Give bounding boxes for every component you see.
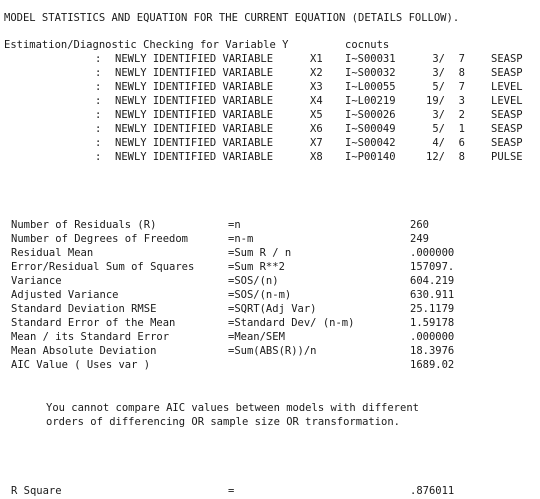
variable-lag: 8	[458, 67, 465, 79]
stat-value: 260	[410, 219, 429, 231]
variable-type: SEASP	[491, 109, 523, 121]
stat-value: 630.911	[410, 289, 455, 301]
stat-value: 1689.02	[410, 359, 455, 371]
variable-code: I~L00219	[345, 95, 396, 107]
stat-label: Error/Residual Sum of Squares	[11, 261, 195, 273]
variable-type: LEVEL	[491, 95, 523, 107]
variable-type: SEASP	[491, 137, 523, 149]
variable-type: SEASP	[491, 123, 523, 135]
variable-description: NEWLY IDENTIFIED VARIABLE	[115, 95, 274, 107]
variable-id: X7	[310, 137, 323, 149]
aic-note-line-2: orders of differencing OR sample size OR transformation.	[46, 416, 401, 428]
variable-lag: 7	[458, 81, 465, 93]
variable-separator: :	[95, 151, 102, 163]
variable-lag: 7	[458, 53, 465, 65]
variable-id: X8	[310, 151, 323, 163]
stat-label: Standard Error of the Mean	[11, 317, 176, 329]
stat-value: .000000	[410, 247, 455, 259]
variable-lag: 8	[458, 151, 465, 163]
stat-label: Adjusted Variance	[11, 289, 119, 301]
variable-period: 19/	[426, 95, 445, 107]
stat-label: Residual Mean	[11, 247, 94, 259]
stat-label: Mean Absolute Deviation	[11, 345, 157, 357]
stat-formula: =SOS/(n)	[228, 275, 279, 287]
rsquare-value: .876011	[410, 485, 455, 497]
rsquare-label: R Square	[11, 485, 62, 497]
variable-separator: :	[95, 109, 102, 121]
variable-period: 5/	[432, 123, 445, 135]
variable-code: I~S00042	[345, 137, 396, 149]
variable-id: X3	[310, 81, 323, 93]
stat-label: Number of Degrees of Freedom	[11, 233, 189, 245]
stat-formula: =n	[228, 219, 241, 231]
variable-lag: 2	[458, 109, 465, 121]
variable-type: SEASP	[491, 67, 523, 79]
stat-value: .000000	[410, 331, 455, 343]
stat-label: Number of Residuals (R)	[11, 219, 157, 231]
stat-value: 157097.	[410, 261, 455, 273]
stat-value: 25.1179	[410, 303, 455, 315]
variable-period: 12/	[426, 151, 445, 163]
stat-label: AIC Value ( Uses var )	[11, 359, 151, 371]
stat-formula: =Sum R**2	[228, 261, 285, 273]
stat-label: Mean / its Standard Error	[11, 331, 170, 343]
rsquare-formula: =	[228, 485, 235, 497]
stat-label: Variance	[11, 275, 62, 287]
variable-separator: :	[95, 53, 102, 65]
variable-id: X6	[310, 123, 323, 135]
estimation-label: Estimation/Diagnostic Checking for Variable Y	[4, 39, 289, 51]
stat-formula: =n-m	[228, 233, 254, 245]
variable-type: SEASP	[491, 53, 523, 65]
stat-value: 604.219	[410, 275, 455, 287]
aic-note-line-1: You cannot compare AIC values between models with different	[46, 402, 419, 414]
variable-separator: :	[95, 137, 102, 149]
stat-value: 249	[410, 233, 429, 245]
variable-period: 5/	[432, 81, 445, 93]
variable-id: X1	[310, 53, 323, 65]
variable-id: X5	[310, 109, 323, 121]
stat-formula: =SOS/(n-m)	[228, 289, 292, 301]
variable-id: X4	[310, 95, 323, 107]
variable-separator: :	[95, 95, 102, 107]
variable-lag: 3	[458, 95, 465, 107]
variable-code: I~S00032	[345, 67, 396, 79]
stat-formula: =Standard Dev/ (n-m)	[228, 317, 355, 329]
variable-lag: 1	[458, 123, 465, 135]
stat-value: 1.59178	[410, 317, 455, 329]
variable-code: I~L00055	[345, 81, 396, 93]
variable-description: NEWLY IDENTIFIED VARIABLE	[115, 53, 274, 65]
stat-formula: =SQRT(Adj Var)	[228, 303, 317, 315]
stat-formula: =Mean/SEM	[228, 331, 285, 343]
variable-period: 3/	[432, 53, 445, 65]
variable-description: NEWLY IDENTIFIED VARIABLE	[115, 67, 274, 79]
variable-separator: :	[95, 123, 102, 135]
variable-name: cocnuts	[345, 39, 390, 51]
variable-description: NEWLY IDENTIFIED VARIABLE	[115, 123, 274, 135]
variable-type: LEVEL	[491, 81, 523, 93]
stat-formula: =Sum R / n	[228, 247, 292, 259]
stat-formula: =Sum(ABS(R))/n	[228, 345, 317, 357]
variable-description: NEWLY IDENTIFIED VARIABLE	[115, 151, 274, 163]
variable-description: NEWLY IDENTIFIED VARIABLE	[115, 109, 274, 121]
variable-separator: :	[95, 67, 102, 79]
variable-period: 3/	[432, 109, 445, 121]
variable-code: I~S00049	[345, 123, 396, 135]
stat-label: Standard Deviation RMSE	[11, 303, 157, 315]
report-title: MODEL STATISTICS AND EQUATION FOR THE CURRENT EQUATION (DETAILS FOLLOW).	[4, 12, 460, 24]
variable-lag: 6	[458, 137, 465, 149]
variable-description: NEWLY IDENTIFIED VARIABLE	[115, 137, 274, 149]
variable-description: NEWLY IDENTIFIED VARIABLE	[115, 81, 274, 93]
variable-period: 4/	[432, 137, 445, 149]
variable-id: X2	[310, 67, 323, 79]
stat-value: 18.3976	[410, 345, 455, 357]
variable-code: I~P00140	[345, 151, 396, 163]
variable-separator: :	[95, 81, 102, 93]
variable-type: PULSE	[491, 151, 523, 163]
variable-code: I~S00031	[345, 53, 396, 65]
variable-code: I~S00026	[345, 109, 396, 121]
variable-period: 3/	[432, 67, 445, 79]
